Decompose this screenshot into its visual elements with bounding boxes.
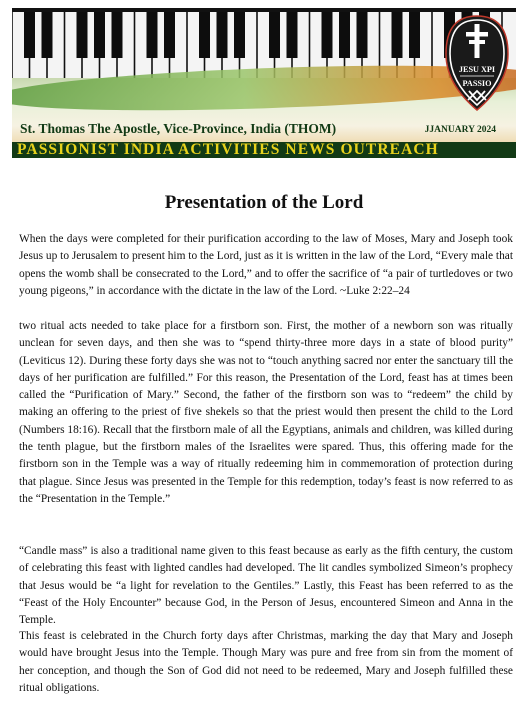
article-title: Presentation of the Lord	[164, 192, 364, 213]
black-key	[217, 12, 228, 58]
black-key	[24, 12, 35, 58]
emblem-text-1: JESU XPI	[458, 65, 496, 74]
black-key	[77, 12, 88, 58]
black-key	[322, 12, 333, 58]
black-key	[392, 12, 403, 58]
newsletter-banner	[12, 8, 516, 158]
black-key	[147, 12, 158, 58]
black-key	[339, 12, 350, 58]
paragraph-3: “Candle mass” is also a traditional name given to this feast because as early as the fifth century, the custom of celebrating this feast with lighted candles had developed. The lit candles symbolized Simeon’s prophecy that Jesus would be “a light for revelation to the Gentiles.” Lastly, this Feast has been referred to as the “Feast of the Holy Encounter” because God, in the Person of Jesus, encountered Simeon and Anna in the Temple.	[19, 545, 513, 627]
black-key	[199, 12, 210, 58]
black-key	[287, 12, 298, 58]
passionist-emblem-icon	[444, 14, 510, 118]
organization-name: St. Thomas The Apostle, Vice-Province, India (THOM)	[20, 121, 337, 136]
tagline-bar	[12, 142, 516, 158]
tagline: PASSIONIST INDIA ACTIVITIES NEWS OUTREACH	[17, 141, 439, 158]
emblem-text-2: PASSIO	[462, 79, 492, 88]
paragraph-1: When the days were completed for their purification according to the law of Moses, Mary and Joseph took Jesus up to Jerusalem to present him to the Lord, just as it is written in the law of the Lord, “Every male that opens the womb shall be consecrated to the Lord,” and to offer the sacrifice of “a pair of turtledoves or two young pigeons,” in accordance with the dictate in the law of the Lord. ~Luke 2:22–24	[19, 233, 513, 297]
issue-date: JJANUARY 2024	[424, 125, 496, 135]
black-key	[234, 12, 245, 58]
black-key	[269, 12, 280, 58]
black-key	[164, 12, 175, 58]
paragraph-4: This feast is celebrated in the Church forty days after Christmas, marking the day that Mary and Joseph would have brought Jesus into the Temple. Though Mary was pure and free from sin from the moment of her conception, and though the Son of God did not need to be redeemed, Mary and Joseph fulfilled these ritual obligations.	[19, 630, 513, 694]
black-key	[94, 12, 105, 58]
black-key	[357, 12, 368, 58]
black-key	[409, 12, 420, 58]
black-key	[42, 12, 53, 58]
black-key	[112, 12, 123, 58]
paragraph-2: two ritual acts needed to take place for a firstborn son. First, the mother of a newborn son was ritually unclean for seven days, and then she was to “spend thirty-three more days in a state of blood purity” (Leviticus 12). During these forty days she was not to “touch anything sacred nor enter the sanctuary till the days of her purification are fulfilled.” For this reason, the Presentation of the Lord, feast has at times been called the “Purification of Mary.” Second, the father of the firstborn son was to “redeem” the child by making an offering to the priest of five shekels so that the priest would then present the child to the Lord (Numbers 18:16). Recall that the firstborn male of all the Egyptians, animals and children, was killed during the tenth plague, but the firstborn males of the Israelites were spared. Thus, this offering made for the firstborn son in the Temple was a way of ritually redeeming him in commemoration of protection during that plague. Since Jesus was presented in the Temple for this redemption, today’s feast is now referred to as the “Presentation in the Temple.”	[19, 320, 513, 505]
